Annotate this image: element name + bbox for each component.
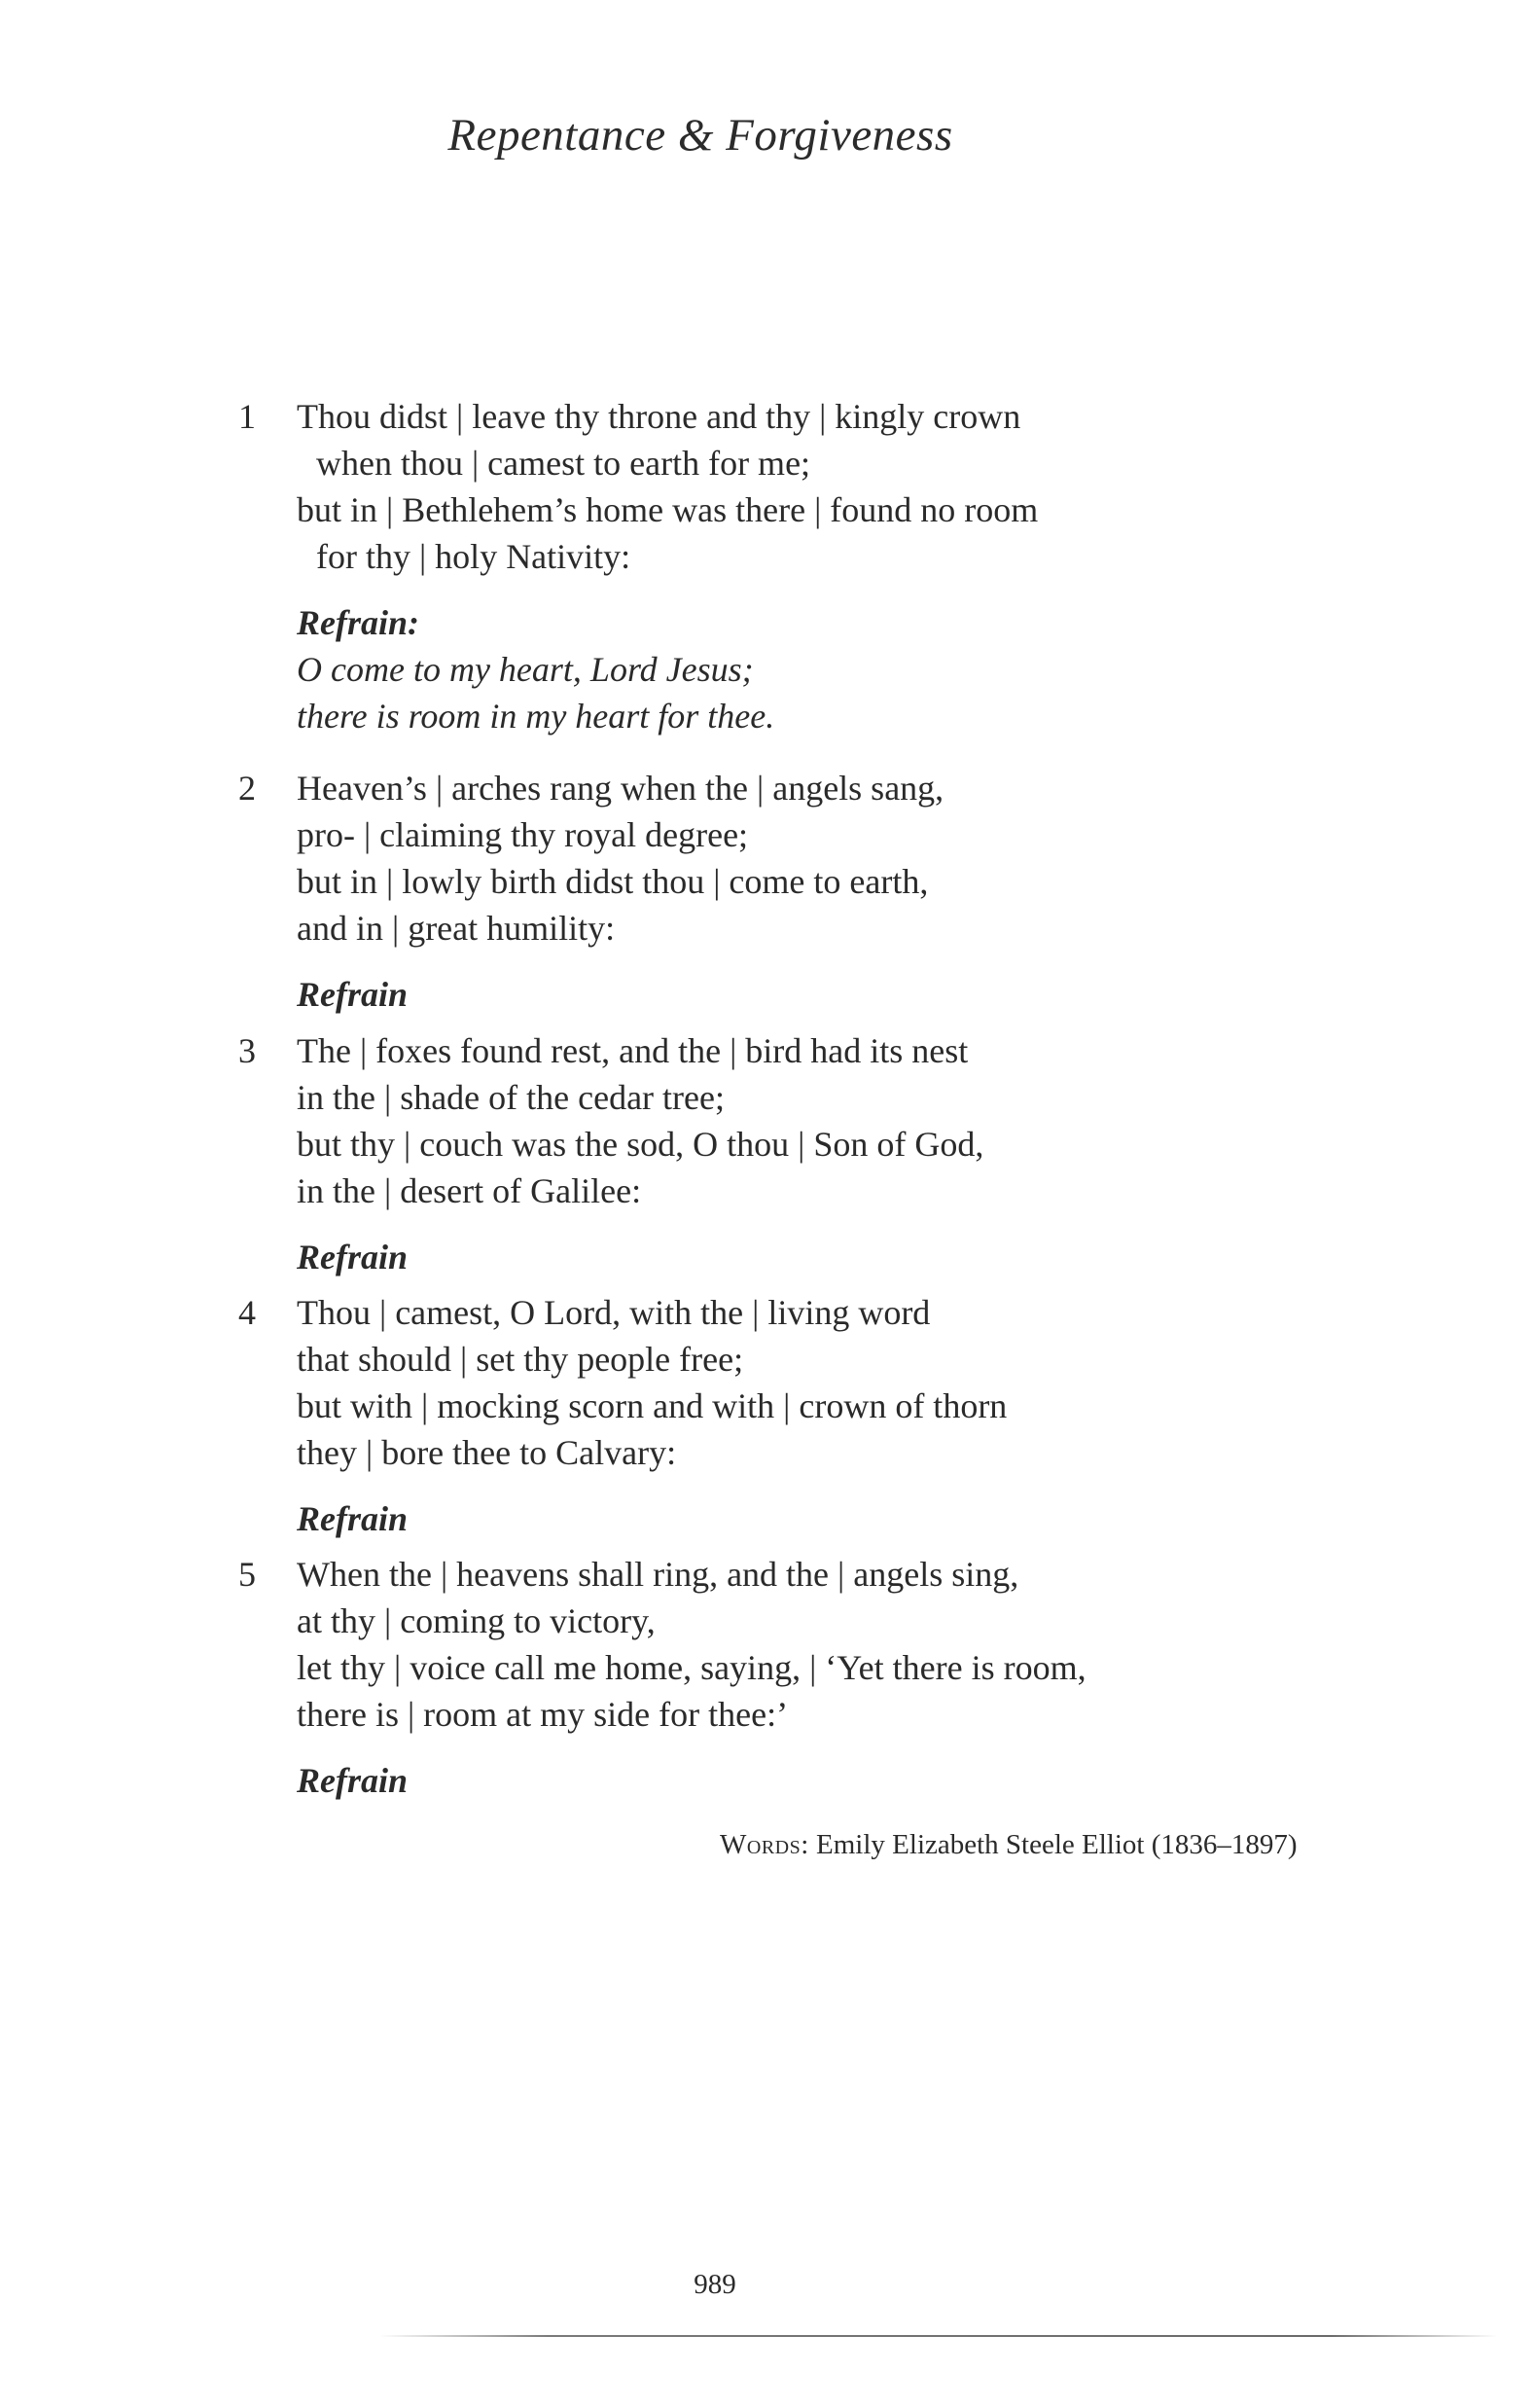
page-title: Repentance & Forgiveness (447, 110, 953, 161)
verse-line: pro- | claiming thy royal degree; (297, 815, 749, 854)
verse-line: in the | desert of Galilee: (297, 1171, 642, 1210)
verse-number: 5 (238, 1555, 256, 1594)
verse-line: When the | heavens shall ring, and the | angels sing, (297, 1555, 1019, 1594)
verse-3 (238, 1027, 1308, 1280)
verse-line: but thy | couch was the sod, O thou | Son of God, (297, 1125, 984, 1164)
verse-number: 2 (238, 769, 256, 808)
verse-line: there is | room at my side for thee:’ (297, 1695, 789, 1734)
refrain-label: Refrain (297, 1761, 409, 1800)
verse-line: Thou didst | leave thy throne and thy | kingly crown (297, 397, 1021, 436)
verse-line: at thy | coming to victory, (297, 1601, 656, 1640)
verse-4 (238, 1289, 1308, 1542)
words-credit (720, 1829, 1298, 1861)
verse-line: they | bore thee to Calvary: (297, 1433, 677, 1472)
verse-number: 3 (238, 1031, 256, 1070)
refrain-line: O come to my heart, Lord Jesus; (297, 650, 754, 689)
credit-author: Emily Elizabeth Steele Elliot (1836–1897) (816, 1829, 1298, 1860)
refrain-line: there is room in my heart for thee. (297, 697, 775, 736)
verse-1 (238, 393, 1308, 739)
refrain-label: Refrain (297, 975, 409, 1014)
verse-line: that should | set thy people free; (297, 1340, 744, 1379)
refrain-label: Refrain (297, 1499, 409, 1538)
verse-number: 1 (238, 397, 256, 436)
verse-line: for thy | holy Nativity: (316, 537, 631, 576)
verse-2 (238, 765, 1308, 1018)
credit-label: Words: (720, 1829, 809, 1860)
verse-line: Thou | camest, O Lord, with the | living word (297, 1293, 931, 1332)
refrain-label: Refrain (297, 1238, 409, 1276)
verse-number: 4 (238, 1293, 256, 1332)
verse-line: in the | shade of the cedar tree; (297, 1078, 725, 1117)
verse-line: and in | great humility: (297, 909, 616, 948)
verse-line: but with | mocking scorn and with | crown of thorn (297, 1386, 1008, 1425)
verse-5 (238, 1551, 1308, 1804)
verse-line: let thy | voice call me home, saying, | ‘Yet there is room, (297, 1648, 1087, 1687)
page-number: 989 (694, 2269, 736, 2300)
verse-line: but in | Bethlehem’s home was there | found no room (297, 490, 1039, 529)
refrain-label: Refrain: (297, 603, 419, 642)
verse-line: The | foxes found rest, and the | bird had its nest (297, 1031, 969, 1070)
bottom-rule (379, 2335, 1498, 2337)
verse-line: when thou | camest to earth for me; (316, 444, 811, 483)
verse-line: but in | lowly birth didst thou | come to earth, (297, 862, 929, 901)
verse-line: Heaven’s | arches rang when the | angels sang, (297, 769, 944, 808)
